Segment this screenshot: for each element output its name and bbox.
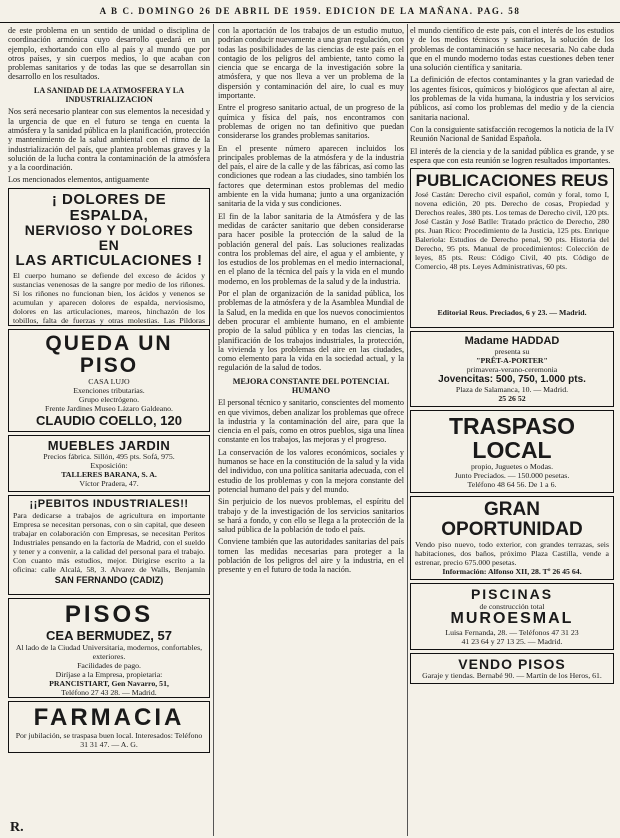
ad-pisos-line3: Diríjase a la Empresa, propietaria: <box>55 669 163 679</box>
ad-haddad-phone: 25 26 52 <box>498 394 526 404</box>
ad-piscinas-title: PISCINAS <box>470 586 554 603</box>
ad-farmacia <box>8 701 210 752</box>
ad-dolores-body: El cuerpo humano se defiende del exceso de ácidos y sustancias venenosas de la sangre por medio de los riñones. Si los riñones no funcionan bien, los ácidos y venenos se acumulan y aparecen dolores de espalda, nerviosismo, dolores en las articulaciones, mareos, hinchazón de los tobillos, falta de fuerzas y otras molestias. Las Pildoras <box>13 271 205 326</box>
ad-muebles-line4: Víctor Pradera, 47. <box>79 479 139 489</box>
ad-traspaso-local <box>410 410 614 493</box>
ad-piso-line4: Frente Jardines Museo Lázaro Galdeano. <box>45 403 173 413</box>
ad-traspaso-line2: Junto Preciados. — 150.000 pesetas. <box>454 471 570 481</box>
ad-gran-oportunidad <box>410 496 614 580</box>
ad-dolores <box>8 188 210 326</box>
article-paragraph: En el presente número aparecen incluidos los principales problemas de la atmósfera y de la industria del país, el aire de la calle y de las fábricas, así como las condiciones que rodean a las ciudades, sino también los factores que determinan estos problemas del medio ambiente en la vida humana; junto a una organización sanitaria de la vida y sus condiciones. <box>218 143 404 209</box>
ad-dolores-line2: NERVIOSO Y DOLORES EN <box>24 222 194 253</box>
ad-piscinas-line2: 41 23 64 y 27 13 25. — Madrid. <box>461 636 563 646</box>
section-end: Los mencionados elementos, antiguamente <box>8 175 149 185</box>
ad-muebles-line1: Precios fábrica. Sillón, 495 pts. Sofá, 975. <box>43 452 175 462</box>
ad-pisos-line4: PRANCISTIART, Gen Navarro, 51, <box>49 678 169 688</box>
ad-piso-title: QUEDA UN PISO <box>45 331 173 377</box>
ad-piscinas <box>410 583 614 649</box>
article-intro: de este problema en un sentido de unidad o disciplina de coordinación armónica cuyo desarrollo quedará en un ejemplo, exhortando con ello al país y al mundo que por otros países, y sin cuerpos medios, lo que acaban con problemas sanitarios y de todas las que se desarrollan sin desarrollo en los resultados. <box>8 26 210 82</box>
ad-muebles <box>8 435 210 493</box>
ad-dolores-line3: LAS ARTICULACIONES ! <box>15 251 203 269</box>
ad-pisos-line1: Al lado de la Ciudad Universitaria, modernos, confortables, exteriores. <box>15 642 203 661</box>
ad-pebitos-body: Para dedicarse a trabajos de agricultura en importante Empresa se necesitan personas, con o sin capital, que deseen trabajar en colaboración con Empresas, se necesitan Peritos Industriales pensando en la factoría de Madrid, con el sueldo y tener y a convenir, a la calidad del personal para el trabajo. Con cuanto más estudios, mejor. Dirigirse escrito a la oficina: calle Alcalá, 58, 3. Alvarez de Walls, Benjamín <box>13 511 205 575</box>
section-title: MEJORA CONSTANTE DEL POTENCIAL HUMANO <box>232 376 390 395</box>
article-paragraph: El interés de la ciencia y de la sanidad pública es grande, y se espera que con esta reunión se logren resultados importantes. <box>410 146 614 165</box>
ad-pebitos <box>8 495 210 595</box>
ad-piso-line3: Grupo electrógeno. <box>78 394 140 404</box>
ad-queda-un-piso <box>8 329 210 432</box>
ad-piscinas-line1: Luisa Fernanda, 28. — Teléfonos 47 31 23 <box>445 627 579 637</box>
ad-vendo-line1: Garaje y tiendas. Bernabé 90. — Martín de los Heros, 61. <box>422 671 602 681</box>
ad-oportunidad-body: Vendo piso nuevo, todo exterior, con grandes terrazas, seis habitaciones, dos baños, próximo Plaza Castilla, vende a estrenar, precio 675.000 pesetas. <box>415 540 609 568</box>
ad-reus-title: PUBLICACIONES REUS <box>415 171 609 191</box>
ad-haddad-prices: Jovencitas: 500, 750, 1.000 pts. <box>438 374 586 386</box>
article-paragraph: Con la consiguiente satisfacción recogemos la noticia de la IV Reunión Nacional de Sanidad Española. <box>410 124 614 144</box>
ad-muebles-line2: Exposición: <box>90 461 128 471</box>
ad-piscinas-sub: de construcción total <box>479 602 545 611</box>
ad-piso-line2: Exenciones tributarias. <box>73 385 145 395</box>
section-body: Nos será necesario plantear con sus elementos la necesidad y la urgencia de que en el futuro se tenga en cuenta la atmósfera y la sanidad pública en la planificación, protección y mantenimiento de la salud ambiental con el ritmo de la industrialización del país, que plantea problemas graves y la solución de la lucha contra la contaminación de la atmósfera y a la coordinación. <box>8 107 210 173</box>
ad-pisos-line2: Facilidades de pago. <box>77 660 141 670</box>
ad-piso-address: CLAUDIO COELLO, 120 <box>36 412 182 428</box>
ad-haddad-line2: "PRÊT-A-PORTER" <box>476 356 548 366</box>
ad-pebitos-place: SAN FERNANDO (CADIZ) <box>54 575 164 586</box>
ad-pisos <box>8 598 210 698</box>
article-paragraph: con la aportación de los trabajos de un estudio mutuo, podrían conducir nuevamente a una gran regulación, con todas las posibilidades de las ciencias de este país en el contagio de los peligros del ambiente, tanto como la ciencia que se encarga de la investigación sobre la atmósfera, y que nos lleva a ver un problema de la dispersión y contaminación del aire, lo cual es muy importante. <box>218 26 404 101</box>
ad-pisos-address: CEA BERMUDEZ, 57 <box>46 627 172 643</box>
ad-dolores-line1: ¡ DOLORES DE ESPALDA, <box>51 190 167 224</box>
ad-haddad <box>410 331 614 407</box>
article-paragraph: El fin de la labor sanitaria de la Atmósfera y de las medidas de carácter sanitario que deben considerarse para hacer posible la protección de la salud de la población general del país. Las soluciones realizadas contra los problemas del aire, el agua y el ambiente, y los estudios de los problemas en el medio internacional, en el plano de la técnica del país y la vida en el mundo moderno, en los problemas de la salud y de la industria. <box>218 211 404 286</box>
ad-vendo-pisos <box>410 653 614 685</box>
header-line: A B C. DOMINGO 26 DE ABRIL DE 1959. EDICION DE LA MAÑANA. PAG. 58 <box>99 6 521 16</box>
ad-pebitos-title: ¡¡PEBITOS INDUSTRIALES!! <box>29 498 189 511</box>
article-paragraph: La definición de efectos contaminantes y la gran variedad de los agentes físicos, químicos y biológicos que afectan al aire, los problemas de la vida humana, la industria y los servicios públicos, así como los problemas del medio y de la ciencia sanitaria nacional. <box>410 75 614 122</box>
column-middle <box>218 26 404 834</box>
ad-pisos-line5: Teléfono 27 43 28. — Madrid. <box>61 687 157 697</box>
article-paragraph: El personal técnico y sanitario, conscientes del momento en que vivimos, deben analizar los problemas que ofrece la industria y la contaminación del aire, para que la ciencia en el país, como en otros pueblos, siga una línea constante en los trabajos, las mejoras y el progreso. <box>218 398 404 445</box>
ad-publicaciones-reus <box>410 168 614 328</box>
column-rule <box>213 24 214 836</box>
ad-oportunidad-title: GRAN OPORTUNIDAD <box>441 499 583 541</box>
ad-haddad-title: Madame HADDAD <box>464 335 560 348</box>
ad-traspaso-line1: propio, Juguetes o Modas. <box>470 462 554 472</box>
ad-piso-line1: CASA LUJO <box>88 376 130 386</box>
ad-haddad-line1: presenta su <box>494 347 530 357</box>
section-title: LA SANIDAD DE LA ATMOSFERA Y LA INDUSTRIALIZACION <box>33 85 185 105</box>
ad-traspaso-title: TRASPASO LOCAL <box>448 413 576 464</box>
ad-haddad-line5: Plaza de Salamanca, 10. — Madrid. <box>455 385 569 395</box>
article-paragraph: Sin perjuicio de los nuevos problemas, el espíritu del trabajo y de la investigación de los servicios sanitarios se hará a fondo, y con ello se llega a la protección de la salud pública de la población de todo el país. <box>218 497 404 535</box>
article-paragraph: Por el plan de organización de la sanidad pública, los problemas de la atmósfera y de la Asamblea Mundial de la Salud, en la medida en que los nuevos conocimientos deben procurar el ambiente humano, en el ambiente propio de la salud pública y en todas las ciencias, la planificación de los trabajos industriales, la protección, la vivienda y los problemas del aire en las ciudades, como elemento para la vida en la sociedad actual, y la regulación de la salud de todos. <box>218 289 404 373</box>
ad-oportunidad-footer: Información: Alfonso XII, 28. Tº 26 45 64. <box>442 567 582 577</box>
page-footer-mark: R. <box>10 820 24 835</box>
page-header <box>0 0 620 23</box>
ad-reus-footer: Editorial Reus. Preciados, 6 y 23. — Madrid. <box>437 308 587 317</box>
column-right <box>410 26 614 834</box>
column-rule <box>407 24 408 836</box>
ad-muebles-title: MUEBLES JARDIN <box>47 437 171 453</box>
ad-reus-body: José Castán: Derecho civil español, común y foral, tomo I, novena edición, 20 pts. Derecho de cosas, Propiedad y Derechos reales, 380 pts. Los temas de Derecho civil, 120 pts. José Castán y José Batlle: Tratado práctico de Derecho, 280 pts. Juan Rico: Procedimiento de la Justicia, 125 pts. Enrique Baleriola: Estudios de Derecho penal, 90 pts. Historia del Derecho, 95 pts. Manual de procedimientos: Colección de leyes, 85 pts. Reus: Código Civil, 40 pts. Código de Comercio, 48 pts. Leyes Administrativas, 60 pts. <box>415 190 609 271</box>
ad-pisos-title: PISOS <box>64 601 154 629</box>
article-paragraph: el mundo científico de este país, con el interés de los estudios y de los medios técnicos y sanitarios, la solución de los problemas de contaminación se hace necesaria. No cabe duda que en el mundo moderno todas estas cuestiones deben tener una solución científica y sanitaria. <box>410 26 614 73</box>
ad-muebles-line3: TALLERES BARANA, S. A. <box>61 470 157 480</box>
article-paragraph: Conviene también que las autoridades sanitarias del país tomen las medidas necesarias para proteger a la población de los peligros del aire y la industria, en el presente y en el futuro de toda la nación. <box>218 537 404 575</box>
ad-vendo-title: VENDO PISOS <box>458 655 566 672</box>
ad-traspaso-line3: Teléfono 48 64 56. De 1 a 6. <box>467 480 557 490</box>
ad-farmacia-title: FARMACIA <box>33 704 185 732</box>
column-left <box>8 26 210 834</box>
article-paragraph: Entre el progreso sanitario actual, de un progreso de la química y física del país, nos encontramos con problemas de origen no tan definitivo que puedan considerarse los grandes problemas sanitarios. <box>218 103 404 141</box>
ad-farmacia-line1: Por jubilación, se traspasa buen local. Interesados: Teléfono 31 31 47. — A. G. <box>15 730 203 749</box>
ad-haddad-line3: primavera-verano-ceremonia <box>466 365 558 375</box>
article-paragraph: La conservación de los valores económicos, sociales y humanos se hace en la constitución de la salud y la vida del individuo, con una política sanitaria adecuada, con el estudio de los problemas y con la mejora constante del potencial humano del país y del mundo. <box>218 447 404 494</box>
ad-piscinas-brand: MUROESMAL <box>450 610 574 627</box>
